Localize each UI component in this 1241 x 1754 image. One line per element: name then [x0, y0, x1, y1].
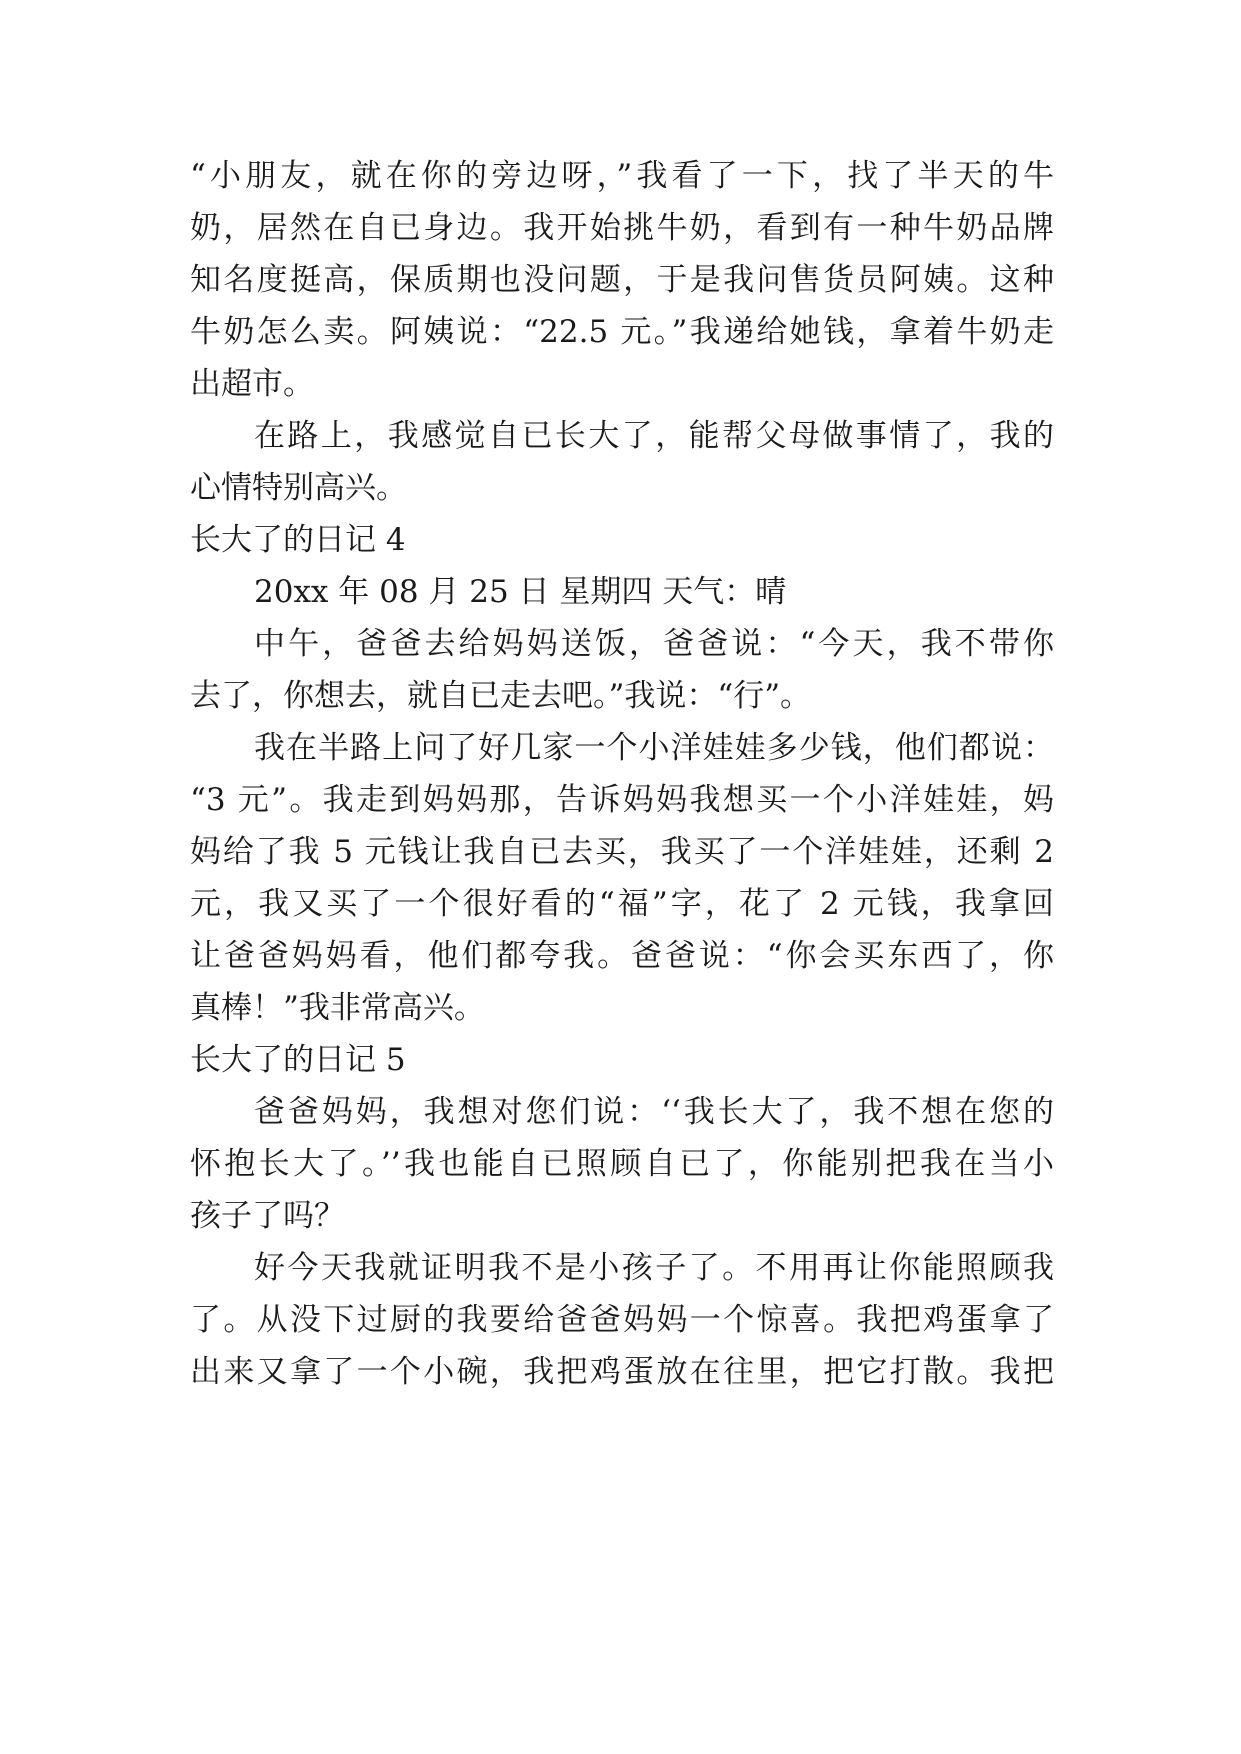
diary-heading-4: 长大了的日记 4: [190, 522, 406, 558]
paragraph-5-line-1: 爸爸妈妈，我想对您们说：‘‘我长大了，我不想在您的: [254, 1094, 1054, 1130]
paragraph-5-line-3: 孩子了吗？: [190, 1198, 345, 1234]
paragraph-2-line-1: 在路上，我感觉自已长大了，能帮父母做事情了，我的: [254, 418, 1054, 454]
diary-heading-5: 长大了的日记 5: [190, 1042, 406, 1078]
paragraph-4-line-4: 元，我又买了一个很好看的“福”字，花了 2 元钱，我拿回: [190, 886, 1054, 922]
date-weather-line: 20xx 年 08 月 25 日 星期四 天气：晴: [254, 574, 787, 610]
paragraph-1-line-3: 知名度挺高，保质期也没问题，于是我问售货员阿姨。这种: [190, 262, 1054, 298]
paragraph-6-line-1: 好今天我就证明我不是小孩子了。不用再让你能照顾我: [254, 1250, 1054, 1286]
paragraph-4-line-6: 真棒！”我非常高兴。: [190, 990, 485, 1026]
paragraph-4-line-5: 让爸爸妈妈看，他们都夸我。爸爸说：“你会买东西了，你: [190, 938, 1054, 974]
paragraph-1-line-1: “小朋友，就在你的旁边呀，”我看了一下，找了半天的牛: [190, 158, 1054, 194]
paragraph-5-line-2: 怀抱长大了。’’我也能自已照顾自已了，你能别把我在当小: [190, 1146, 1054, 1182]
paragraph-6-line-2: 了。从没下过厨的我要给爸爸妈妈一个惊喜。我把鸡蛋拿了: [190, 1302, 1054, 1338]
paragraph-1-line-4: 牛奶怎么卖。阿姨说：“22.5 元。”我递给她钱，拿着牛奶走: [190, 314, 1054, 350]
paragraph-3-line-1: 中午，爸爸去给妈妈送饭，爸爸说：“今天，我不带你: [254, 626, 1054, 662]
paragraph-3-line-2: 去了，你想去，就自已走去吧。”我说：“行”。: [190, 678, 812, 714]
paragraph-1-line-5: 出超市。: [190, 366, 314, 402]
paragraph-2-line-2: 心情特别高兴。: [190, 470, 407, 506]
paragraph-4-line-2: “3 元”。我走到妈妈那，告诉妈妈我想买一个小洋娃娃，妈: [190, 782, 1054, 818]
paragraph-6-line-3: 出来又拿了一个小碗，我把鸡蛋放在往里，把它打散。我把: [190, 1354, 1054, 1390]
paragraph-1-line-2: 奶，居然在自已身边。我开始挑牛奶，看到有一种牛奶品牌: [190, 210, 1054, 246]
paragraph-4-line-3: 妈给了我 5 元钱让我自已去买，我买了一个洋娃娃，还剩 2: [190, 834, 1054, 870]
paragraph-4-line-1: 我在半路上问了好几家一个小洋娃娃多少钱，他们都说：: [254, 730, 1054, 766]
